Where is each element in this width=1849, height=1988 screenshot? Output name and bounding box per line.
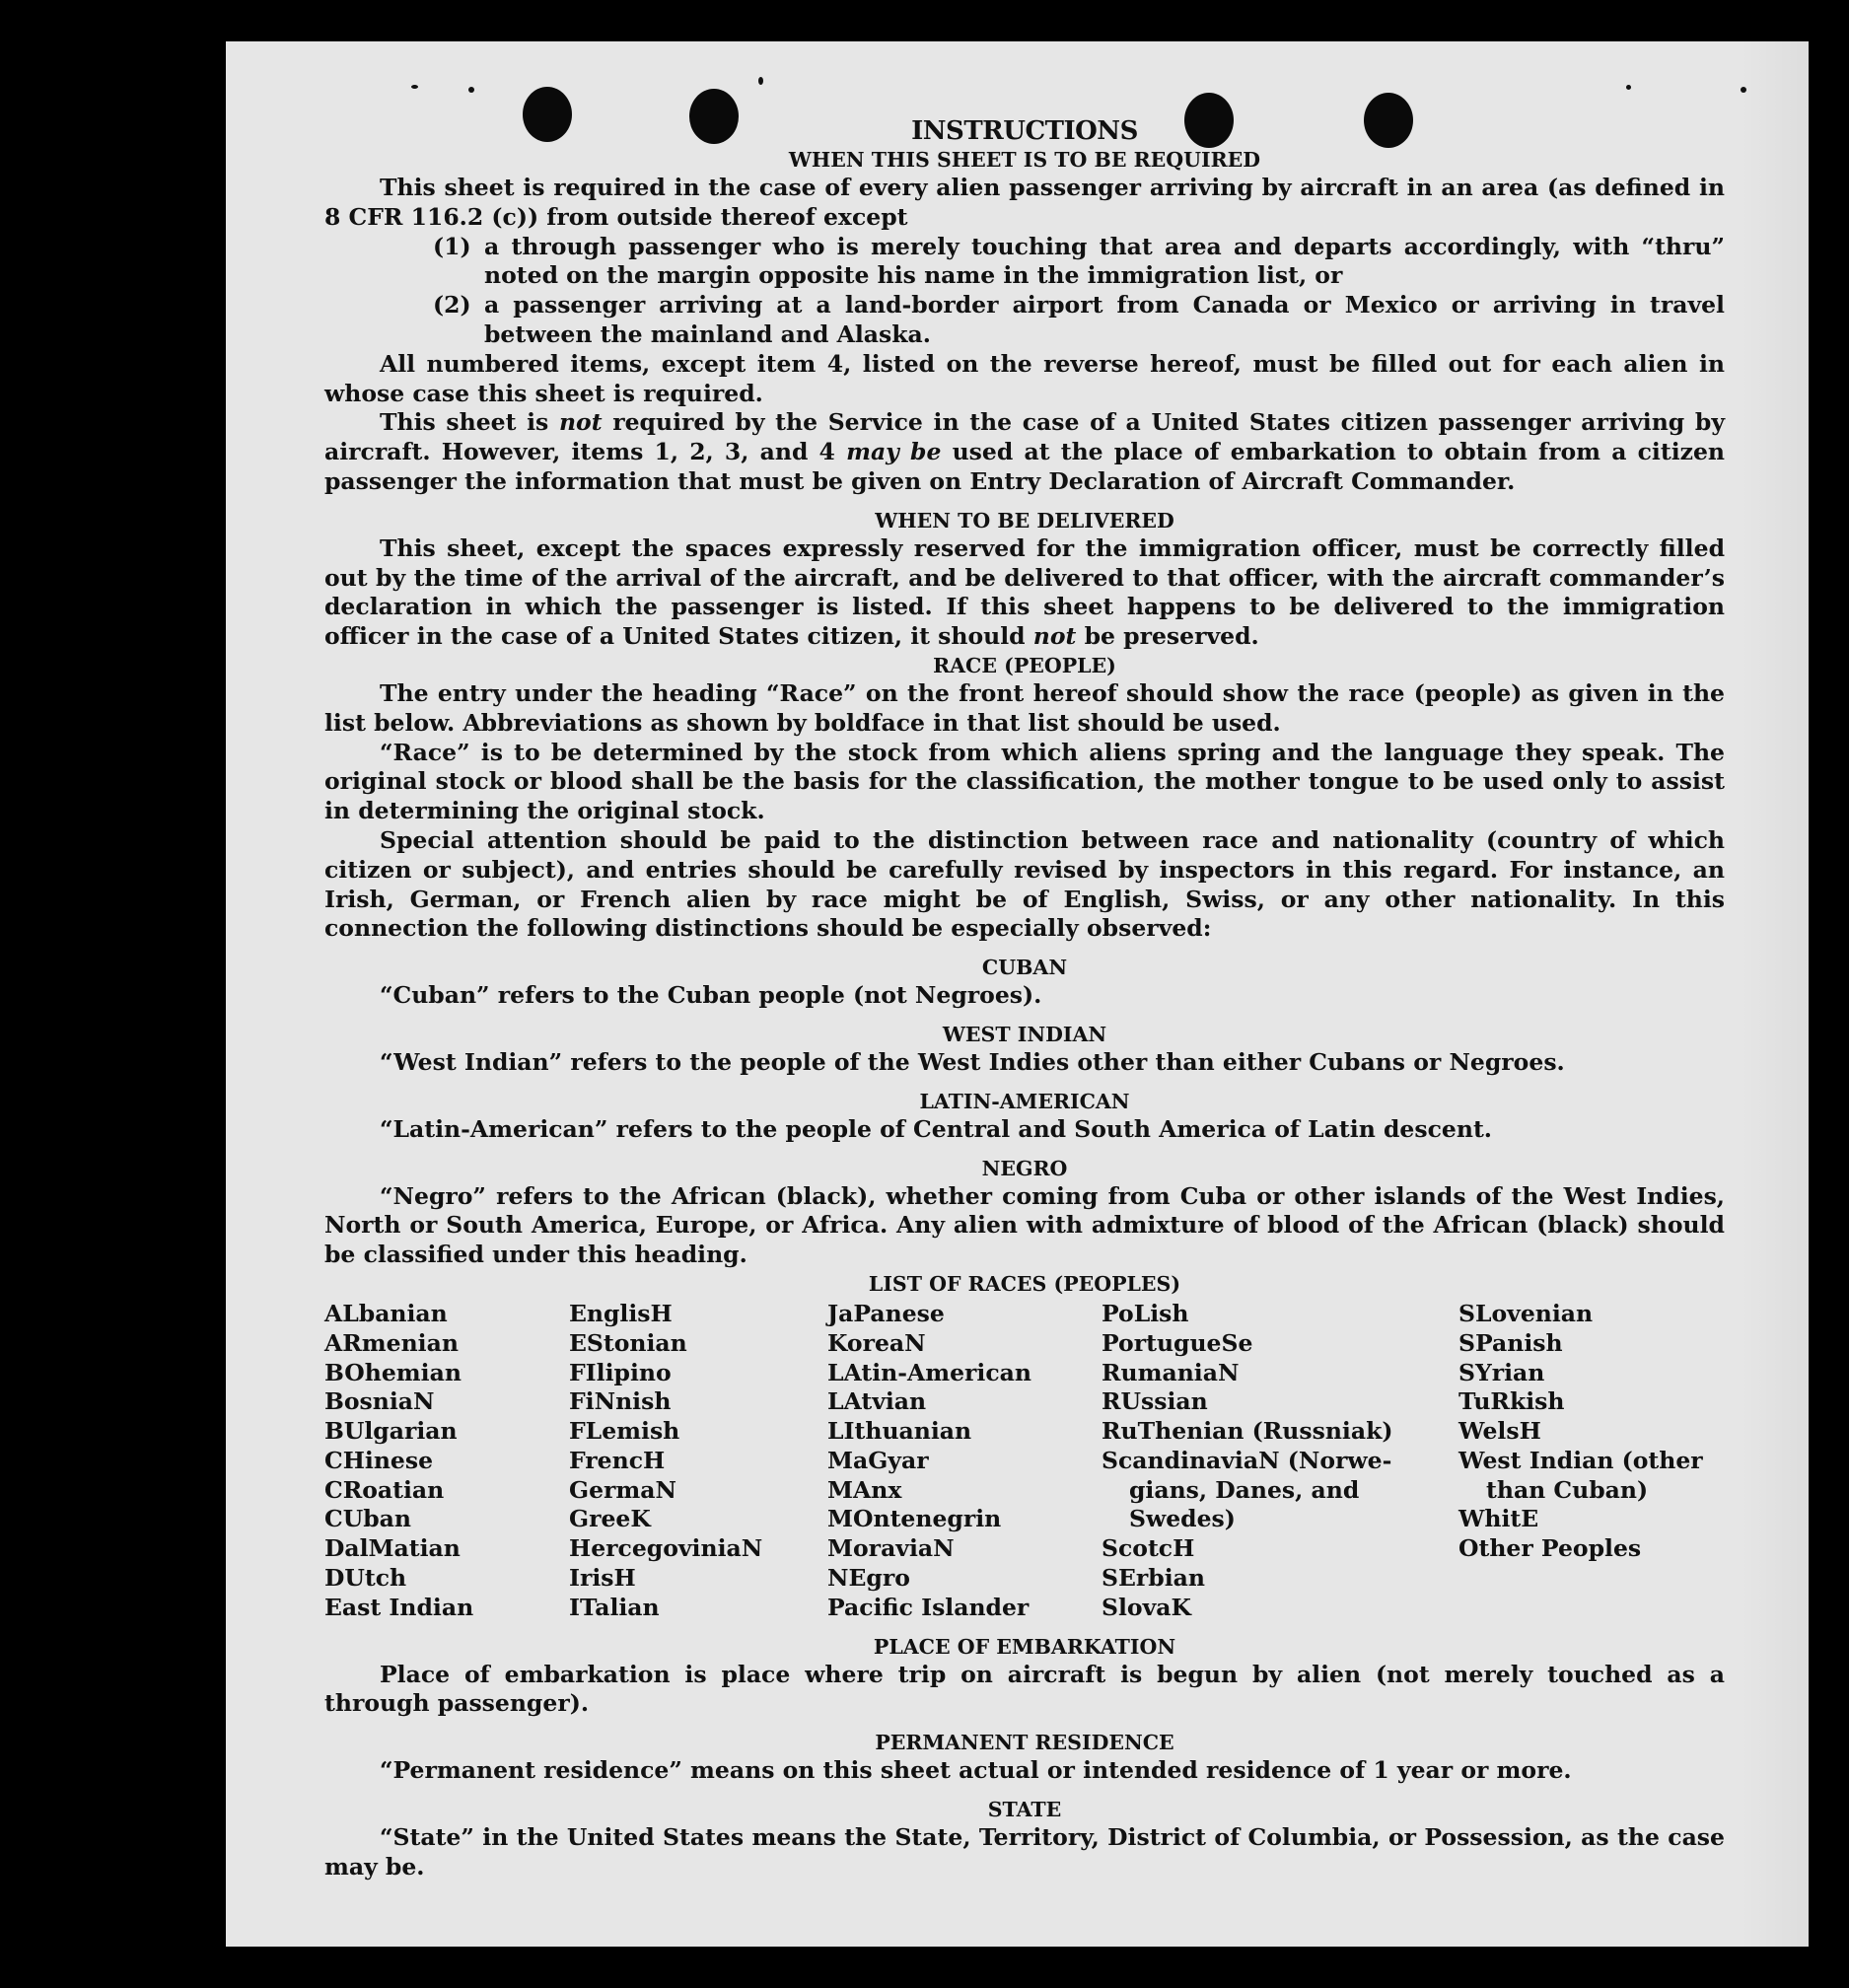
race-entry: East Indian [324, 1593, 474, 1621]
race-entry: FIlipino [569, 1358, 672, 1386]
paragraph [324, 408, 1725, 496]
ink-speck [1626, 85, 1631, 90]
race-entry: LIthuanian [827, 1417, 972, 1446]
list-item [433, 233, 1725, 292]
paragraph: “State” in the United States means the State, Territory, District of Columbia, or Possession, as the case may be. [324, 1823, 1725, 1881]
paragraph: “Latin-American” refers to the people of Central and South America of Latin descent. [380, 1114, 1492, 1143]
paragraph: Place of embarkation is place where trip on aircraft is begun by alien (not merely touched as a through passenger). [324, 1660, 1725, 1718]
race-entry: JaPanese [827, 1299, 945, 1327]
ink-speck [1741, 87, 1746, 93]
list-item-text: a passenger arriving at a land-border airport from Canada or Mexico or arriving in travel between the mainland and Alaska. [484, 291, 1725, 348]
races-column-4 [1102, 1300, 1458, 1623]
race-entry: WhitE [1458, 1505, 1539, 1533]
race-entry: TuRkish [1458, 1387, 1565, 1416]
race-entry: ARmenian [324, 1328, 459, 1357]
text-run: used at the place of embarkation to obtain from a citizen passenger the information that must be given on Entry Declaration of Aircraft Commander. [324, 438, 1725, 495]
race-entry: RumaniaN [1102, 1358, 1240, 1386]
race-entry: EStonian [569, 1328, 687, 1357]
race-entry: BosniaN [324, 1387, 435, 1416]
race-entry: SLovenian [1458, 1299, 1594, 1327]
race-entry: FrencH [569, 1446, 666, 1474]
race-entry: Pacific Islander [827, 1593, 1030, 1621]
italic-text: not [558, 408, 603, 437]
section-heading-state: STATE [987, 1798, 1062, 1822]
race-entry: CRoatian [324, 1475, 445, 1504]
text-run: This sheet, except the spaces expressly reserved for the immigration officer, must be correctly filled out by the time of the arrival of the aircraft, and be delivered to that officer, with the aircraft commander’s declaration in which the passenger is listed. If this sheet happens to be delivered to the immigration officer in the case of a United States citizen, it should [324, 533, 1725, 651]
race-entry: CUban [324, 1505, 411, 1533]
race-entry: CHinese [324, 1446, 434, 1474]
section-heading-cuban: CUBAN [981, 956, 1068, 980]
race-entry: ALbanian [324, 1299, 448, 1327]
race-entry: LAtvian [827, 1387, 927, 1416]
race-entry: ITalian [569, 1593, 660, 1621]
section-heading-negro: NEGRO [981, 1156, 1068, 1180]
race-entry: ScotcH [1102, 1534, 1195, 1563]
section-heading-delivered: WHEN TO BE DELIVERED [875, 508, 1174, 532]
paragraph: “Race” is to be determined by the stock from which aliens spring and the language they speak. The original stock or blood shall be the basis for the classification, the mother tongue to be used only to assist in determining the original stock. [324, 738, 1725, 825]
race-entry: DalMatian [324, 1534, 461, 1563]
paragraph: The entry under the heading “Race” on the front hereof should show the race (people) as given in the list below. Abbreviations as shown by boldface in that list should be used. [324, 678, 1725, 737]
races-column-3 [827, 1300, 1102, 1623]
paragraph: All numbered items, except item 4, listed on the reverse hereof, must be filled out for each alien in whose case this sheet is required. [324, 349, 1725, 407]
race-entry: WelsH [1458, 1417, 1541, 1446]
race-entry: DUtch [324, 1564, 407, 1593]
paragraph: “Cuban” refers to the Cuban people (not Negroes). [380, 981, 1042, 1010]
race-entry: Swedes) [1129, 1505, 1236, 1533]
race-entry: RuThenian (Russniak) [1102, 1417, 1393, 1446]
races-column-2 [569, 1300, 827, 1623]
text-run: be preserved. [1076, 622, 1259, 651]
paragraph [324, 534, 1725, 652]
paragraph: Special attention should be paid to the distinction between race and nationality (country of which citizen or subject), and entries should be carefully revised by inspectors in this regard. For instance, an Irish, German, or French alien by race might be of English, Swiss, or any other nationality. In this connection the following distinctions should be especially observed: [324, 825, 1725, 943]
paragraph: This sheet is required in the case of every alien passenger arriving by aircraft in an area (as defined in 8 CFR 116.2 (c)) from outside thereof except [324, 174, 1725, 231]
race-entry: FiNnish [569, 1387, 672, 1416]
race-entry: SlovaK [1102, 1593, 1191, 1621]
italic-text: not [1032, 622, 1077, 651]
race-entry: PortugueSe [1102, 1328, 1253, 1357]
race-entry: SPanish [1458, 1328, 1563, 1357]
paragraph: “Negro” refers to the African (black), whether coming from Cuba or other islands of the West Indies, North or South America, Europe, or Africa. Any alien with admixture of blood of the African (black) should be classified under this heading. [324, 1181, 1725, 1269]
race-entry: FLemish [569, 1417, 680, 1446]
race-entry: RUssian [1102, 1387, 1208, 1416]
race-entry: Other Peoples [1458, 1534, 1642, 1563]
race-entry: gians, Danes, and [1129, 1475, 1360, 1504]
race-entry: KoreaN [827, 1328, 926, 1357]
race-entry: MOntenegrin [827, 1505, 1002, 1533]
ink-speck [411, 85, 418, 89]
section-heading-west-indian: WEST INDIAN [942, 1022, 1107, 1046]
text-run: This sheet is [380, 408, 559, 437]
race-entry: West Indian (other [1458, 1446, 1703, 1474]
list-item-number: (2) [433, 291, 471, 320]
section-heading-latin-american: LATIN-AMERICAN [919, 1089, 1130, 1113]
race-entry: MAnx [827, 1475, 902, 1504]
race-entry: HercegoviniaN [569, 1534, 763, 1563]
list-item [433, 291, 1725, 350]
race-entry: NEgro [827, 1564, 910, 1593]
text-run: required by the Service in the case of a United States citizen passenger arriving by aircraft. However, items 1, 2, 3, and 4 [324, 408, 1725, 466]
instructions-content [324, 116, 1725, 1882]
race-entry: BUlgarian [324, 1417, 458, 1446]
race-entry: ScandinaviaN (Norwe- [1102, 1446, 1392, 1474]
race-entry: GermaN [569, 1475, 676, 1504]
page-shading [1740, 41, 1809, 1947]
races-column-5 [1458, 1300, 1725, 1623]
race-entry: SYrian [1458, 1358, 1545, 1386]
section-heading-residence: PERMANENT RESIDENCE [875, 1731, 1174, 1755]
race-entry: MaGyar [827, 1446, 929, 1474]
race-entry: IrisH [569, 1564, 636, 1593]
section-heading-required: WHEN THIS SHEET IS TO BE REQUIRED [788, 148, 1261, 172]
ink-speck [758, 77, 763, 85]
page-title: INSTRUCTIONS [911, 116, 1138, 146]
race-entry: MoraviaN [827, 1534, 955, 1563]
race-entry: SErbian [1102, 1564, 1205, 1593]
race-entry: PoLish [1102, 1299, 1189, 1327]
race-entry: EnglisH [569, 1299, 673, 1327]
race-entry: GreeK [569, 1505, 651, 1533]
ink-speck [468, 87, 474, 93]
paragraph: “West Indian” refers to the people of the West Indies other than either Cubans or Negroes. [380, 1047, 1565, 1076]
race-entry: BOhemian [324, 1358, 462, 1386]
list-item-text: a through passenger who is merely touching that area and departs accordingly, with “thru” noted on the margin opposite his name in the immigration list, or [484, 232, 1725, 290]
paragraph: “Permanent residence” means on this sheet actual or intended residence of 1 year or more. [380, 1756, 1572, 1785]
race-entry: LAtin-American [827, 1358, 1031, 1386]
section-heading-race: RACE (PEOPLE) [933, 653, 1116, 677]
race-entry: than Cuban) [1486, 1475, 1649, 1504]
document-page [226, 41, 1809, 1947]
section-heading-embarkation: PLACE OF EMBARKATION [873, 1634, 1176, 1659]
races-table [324, 1300, 1725, 1623]
races-column-1 [324, 1300, 569, 1623]
list-item-number: (1) [433, 232, 471, 260]
italic-text: may be [846, 438, 942, 466]
section-heading-list-of-races: LIST OF RACES (PEOPLES) [868, 1271, 1181, 1296]
